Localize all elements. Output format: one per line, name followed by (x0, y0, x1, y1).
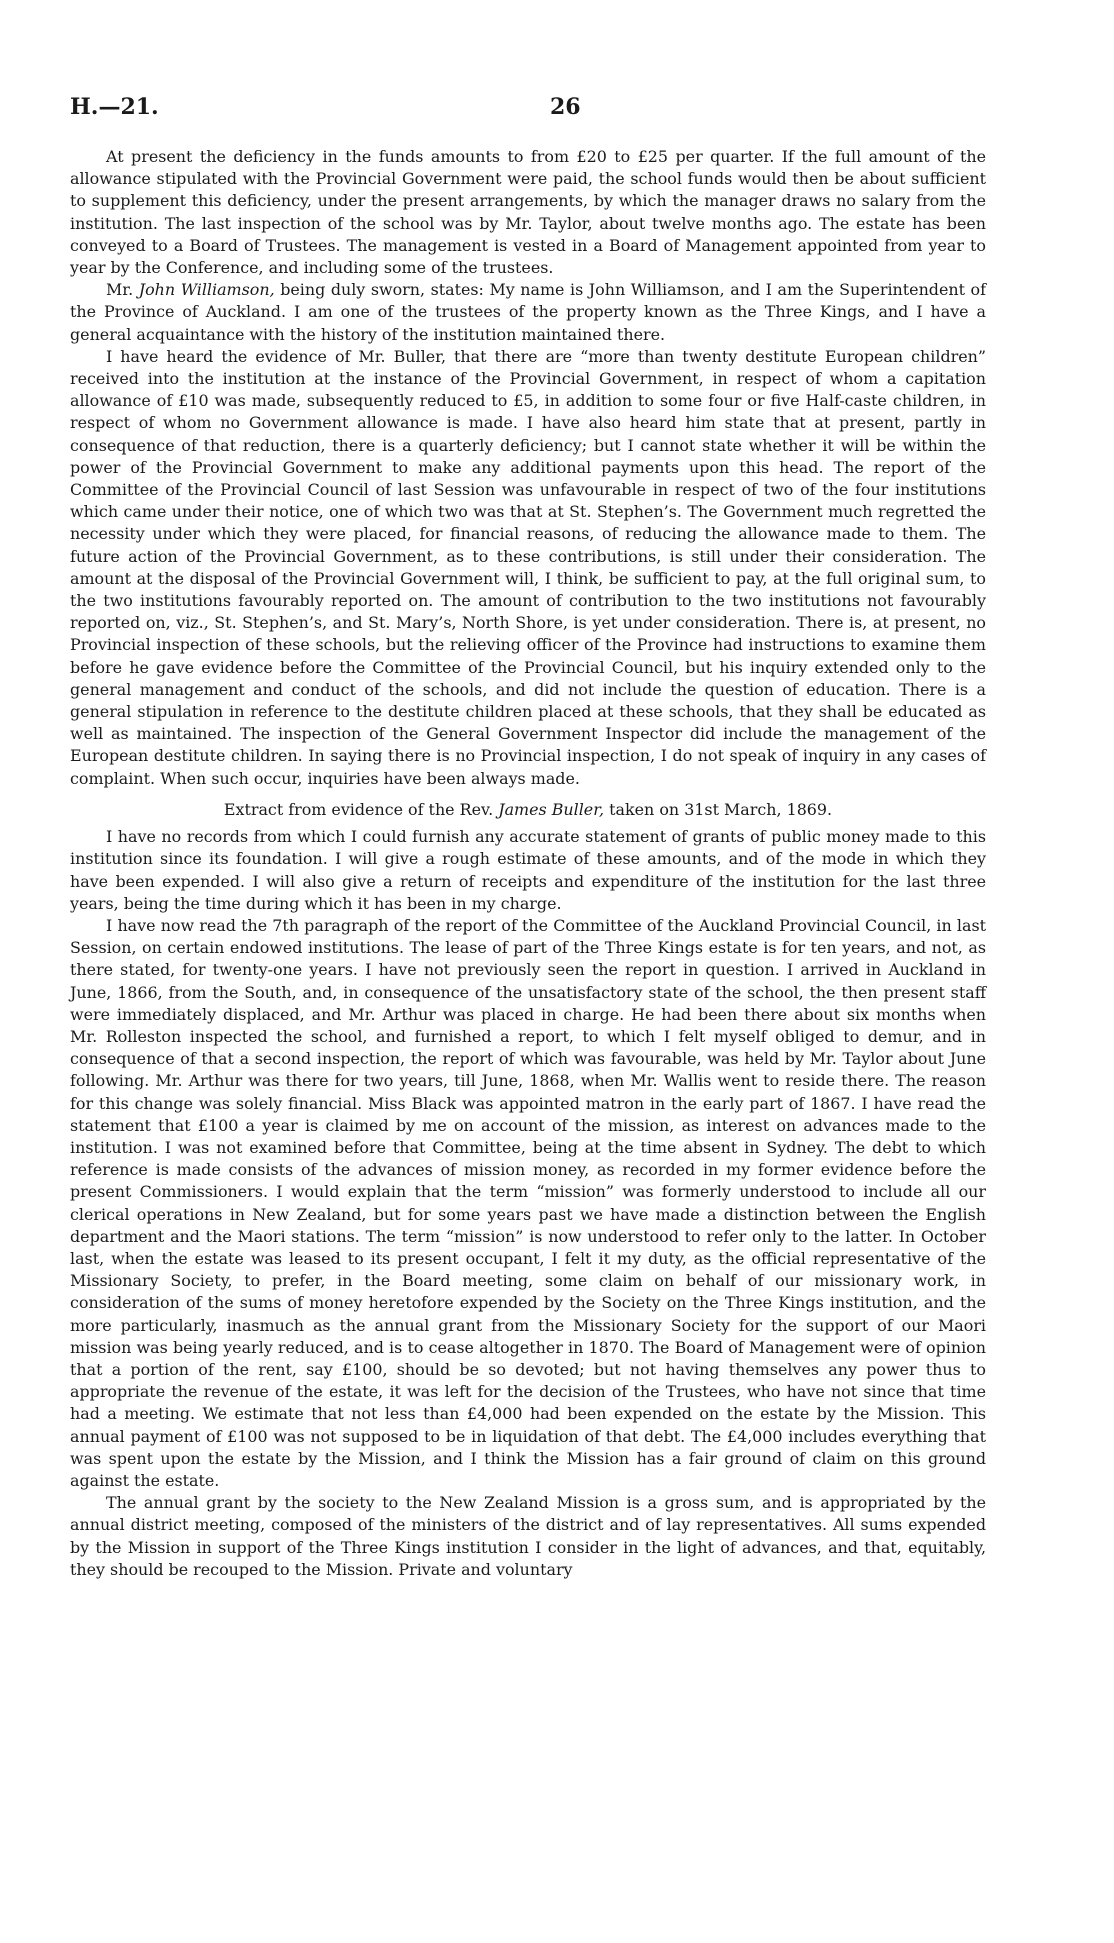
document-body (70, 146, 986, 1581)
paragraph-lead: Mr. (106, 280, 139, 300)
extract-lead: Extract from evidence of the Rev. (223, 799, 499, 819)
paragraph: I have heard the evidence of Mr. Buller, that there are “more than twenty destitute European children” received into the institution at the instance of the Provincial Government, in respect of whom a capitation allowance of £10 was made, subsequently reduced to £5, in addition to some four or five Half-caste children, in respect of whom no Government allowance is made. I have also heard him state that at present, partly in consequence of that reduction, there is a quarterly deficiency; but I cannot state whether it will be within the power of the Provincial Government to make any additional payments upon this head. The report of the Committee of the Provincial Council of last Session was unfavourable in respect of two of the four institutions which came under their notice, one of which two was that at St. Stephen’s. The Government much regretted the necessity under which they were placed, for financial reasons, of reducing the allowance made to them. The future action of the Provincial Government, as to these contributions, is still under their consideration. The amount at the disposal of the Provincial Government will, I think, be sufficient to pay, at the full original sum, to the two institutions favourably reported on. The amount of contribution to the two institutions not favourably reported on, viz., St. Stephen’s, and St. Mary’s, North Shore, is yet under consideration. There is, at present, no Provincial inspection of these schools, but the relieving officer of the Province had instructions to examine them before he gave evidence before the Committee of the Provincial Council, but his inquiry extended only to the general management and conduct of the schools, and did not include the question of education. There is a general stipulation in reference to the destitute children placed at these schools, that they shall be educated as well as maintained. The inspection of the General Government Inspector did include the management of the European destitute children. In saying there is no Provincial inspection, I do not speak of inquiry in any cases of complaint. When such occur, inquiries have been always made. (70, 346, 986, 788)
witness-name: James Buller, (498, 799, 605, 819)
document-reference: H.—21. (70, 94, 159, 120)
page-header (70, 94, 1044, 126)
witness-name: John Williamson, (138, 280, 275, 300)
extract-heading (70, 799, 986, 821)
paragraph: At present the deficiency in the funds amounts to from £20 to £25 per quarter. If the full amount of the allowance stipulated with the Provincial Government were paid, the school funds would then be about sufficient to supplement this deficiency, under the present arrangements, by which the manager draws no salary from the institution. The last inspection of the school was by Mr. Taylor, about twelve months ago. The estate has been conveyed to a Board of Trustees. The management is vested in a Board of Management appointed from year to year by the Conference, and including some of the trustees. (70, 147, 986, 278)
paragraph-text: being duly sworn, states: My name is John Williamson, and I am the Superintendent of the Province of Auckland. I am one of the trustees of the property known as the Three Kings, and I have a general acquaintance with the history of the institution maintained there. (70, 280, 987, 344)
extract-date: taken on 31st March, 1869. (604, 799, 833, 819)
paragraph: I have no records from which I could furnish any accurate statement of grants of public money made to this institution since its foundation. I will give a rough estimate of these amounts, and of the mode in which they have been expended. I will also give a return of receipts and expenditure of the institution for the last three years, being the time during which it has been in my charge. (70, 827, 986, 913)
paragraph (70, 279, 986, 346)
paragraph: The annual grant by the society to the New Zealand Mission is a gross sum, and is appropriated by the annual district meeting, composed of the ministers of the district and of lay representatives. All sums expended by the Mission in support of the Three Kings institution I consider in the light of advances, and that, equitably, they should be recouped to the Mission. Private and voluntary (70, 1493, 986, 1579)
page-number: 26 (550, 94, 581, 120)
paragraph: I have now read the 7th paragraph of the report of the Committee of the Auckland Provincial Council, in last Session, on certain endowed institutions. The lease of part of the Three Kings estate is for ten years, and not, as there stated, for twenty-one years. I have not previously seen the report in question. I arrived in Auckland in June, 1866, from the South, and, in consequence of the unsatisfactory state of the school, the then present staff were immediately displaced, and Mr. Arthur was placed in charge. He had been there about six months when Mr. Rolleston inspected the school, and furnished a report, to which I felt myself obliged to demur, and in consequence of that a second inspection, the report of which was favourable, was held by Mr. Taylor about June following. Mr. Arthur was there for two years, till June, 1868, when Mr. Wallis went to reside there. The reason for this change was solely financial. Miss Black was appointed matron in the early part of 1867. I have read the statement that £100 a year is claimed by me on account of the mission, as interest on advances made to the institution. I was not examined before that Committee, being at the time absent in Sydney. The debt to which reference is made consists of the advances of mission money, as recorded in my former evidence before the present Commissioners. I would explain that the term “mission” was formerly understood to include all our clerical operations in New Zealand, but for some years past we have made a distinction between the English department and the Maori stations. The term “mission” is now understood to refer only to the latter. In October last, when the estate was leased to its present occupant, I felt it my duty, as the official representative of the Missionary Society, to prefer, in the Board meeting, some claim on behalf of our missionary work, in consideration of the sums of money heretofore expended by the Society on the Three Kings institution, and the more particularly, inasmuch as the annual grant from the Missionary Society for the support of our Maori mission was being yearly reduced, and is to cease altogether in 1870. The Board of Management were of opinion that a portion of the rent, say £100, should be so devoted; but not having themselves any power thus to appropriate the revenue of the estate, it was left for the decision of the Trustees, who have not since that time had a meeting. We estimate that not less than £4,000 had been expended on the estate by the Mission. This annual payment of £100 was not supposed to be in liquidation of that debt. The £4,000 includes everything that was spent upon the estate by the Mission, and I think the Mission has a fair ground of claim on this ground against the estate. (70, 915, 986, 1490)
